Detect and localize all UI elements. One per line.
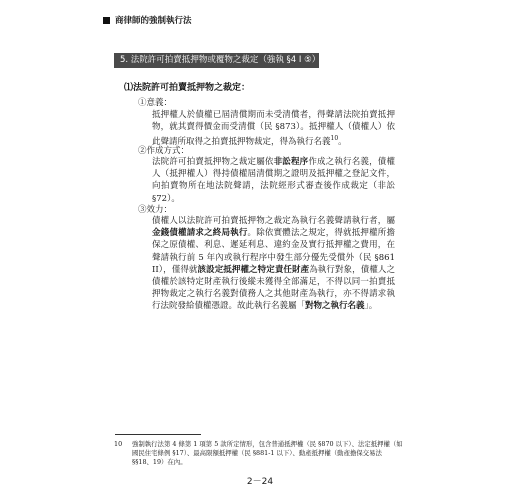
item-body-method bbox=[152, 156, 395, 205]
text-run: 債權人以法院許可拍賣抵押物之裁定為執行名義聲請執行者，屬 bbox=[152, 216, 395, 226]
text-run: 。 bbox=[338, 137, 347, 148]
emphasized-text: 對物之執行名義 bbox=[305, 301, 365, 312]
section-heading-bar: 5. 法院許可拍賣抵押物或覆物之裁定（強執 §4 I ⑤） bbox=[114, 53, 319, 68]
emphasized-text: 該設定抵押權之特定責任財產 bbox=[197, 264, 310, 275]
item-title-meaning: ①意義： bbox=[138, 98, 173, 108]
text-run: 。除依實體法之規定，得就抵押權所擔保之原債權、利息、遲延利息、違約金及實行抵押權之費用，在聲請執行前 5 年內或執行程序中發生部分優先受償外（民 §861 II），僅得就 bbox=[152, 228, 395, 275]
footnote-number: 10 bbox=[114, 440, 123, 448]
text-run: 為執行對象，債權人之債權於該特定財產執行後縱未獲得全部滿足，不得以同一拍賣抵押物裁定之執行名義對債務人之其他財產為執行，亦不得請求執行法院發給債權憑證。故此執行名義屬「 bbox=[152, 264, 395, 312]
running-head bbox=[103, 14, 192, 26]
square-bullet-icon bbox=[103, 17, 110, 24]
emphasized-text: 非訟程序 bbox=[273, 157, 309, 167]
page-number: 2－24 bbox=[246, 477, 274, 487]
item-body-effect bbox=[152, 215, 395, 313]
subsection-heading: ⑴法院許可拍賣抵押物之裁定： bbox=[124, 83, 251, 93]
item-title-effect: ③效力： bbox=[138, 205, 173, 215]
footnote-divider bbox=[115, 434, 201, 435]
text-run: 」。 bbox=[364, 301, 378, 312]
text-run: 抵押權人於債權已屆清償期而未受清償者，得聲請法院拍賣抵押物，就其賣得價金而受清償（民 §873）。抵押權人（債權人）依此聲請所取得之拍賣抵押物裁定，得為執行名義 bbox=[152, 110, 395, 148]
item-body-meaning bbox=[152, 109, 395, 148]
text-run: 作成之執行名義，債權人（抵押權人）得持債權屆清償期之證明及抵押權之登記文件，向拍賣物所在地法院聲請，法院經形式審查後作成裁定（非訟 §72）。 bbox=[152, 157, 395, 204]
emphasized-text: 金錢債權請求之終局執行 bbox=[152, 228, 248, 239]
running-head-title: 商律師的強制執行法 bbox=[115, 16, 192, 26]
text-run: 法院許可拍賣抵押物之裁定屬依 bbox=[152, 157, 274, 167]
footnote-text: 強制執行法第 4 條第 1 項第 5 款所定情形，包含普通抵押權（民 §870 以下）、法定抵押權（如國民住宅條例 §17）、最高限額抵押權（民 §881-1 以下）、動產抵押權（動產擔保交易法 §§18、19）在內。 bbox=[132, 440, 403, 466]
footnote bbox=[114, 440, 404, 467]
footnote-ref: 10 bbox=[330, 135, 339, 143]
item-title-method: ②作成方式： bbox=[138, 146, 190, 156]
